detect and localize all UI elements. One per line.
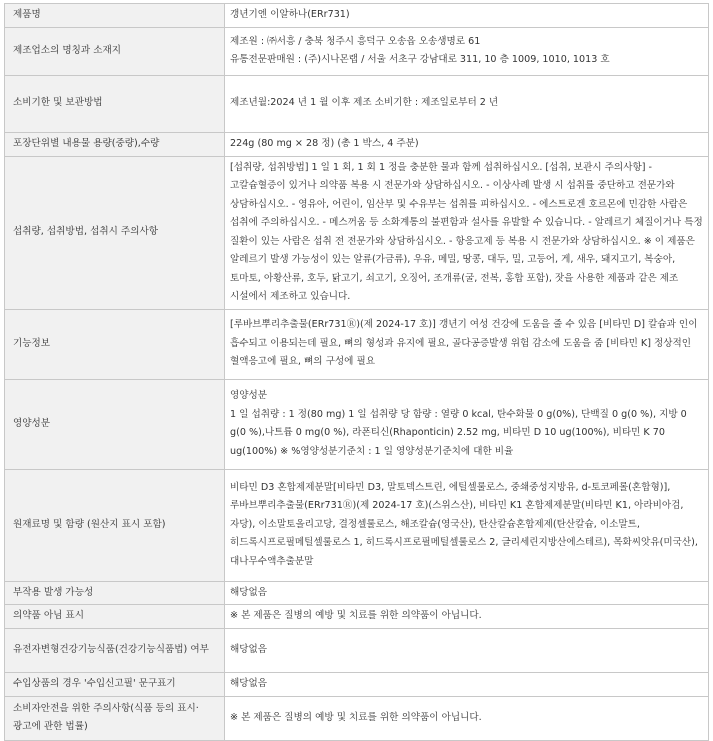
row-label: 소비기한 및 보관방법 bbox=[5, 75, 225, 132]
table-row bbox=[5, 672, 709, 696]
value-line: 제조년월:2024 년 1 월 이후 제조 소비기한 : 제조일로부터 2 년 bbox=[230, 97, 499, 109]
row-value bbox=[225, 469, 709, 581]
row-label: 제품명 bbox=[5, 4, 225, 28]
row-value bbox=[225, 132, 709, 156]
value-text: 1 일 섭취량 : 1 정(80 mg) 1 일 섭취량 당 함량 : 열량 0 kcal, 탄수화물 0 g(0%), 단백질 0 g(0 %), 지방 0 g(0 %),나트륨 0 mg(0 %), 라폰티신(Rhaponticin) 2.52 mg, 비타민 D 10 ug(100%), 비타민 K 70 ug(100%) ※ %영양성분기준치 : 1 일 영양성분기준치에 대한 비율 bbox=[230, 408, 687, 457]
row-label: 유전자변형건강기능식품(건강기능식품법) 여부 bbox=[5, 628, 225, 672]
row-label: 수입상품의 경우 '수입신고필' 문구표기 bbox=[5, 672, 225, 696]
row-value bbox=[225, 605, 709, 629]
row-label: 제조업소의 명칭과 소재지 bbox=[5, 27, 225, 75]
table-row bbox=[5, 309, 709, 379]
table-row bbox=[5, 379, 709, 469]
row-value bbox=[225, 379, 709, 469]
value-text: [섭취량, 섭취방법] 1 일 1 회, 1 회 1 정을 충분한 물과 함께 섭취하십시오. [섭취, 보관시 주의사항] - 고칼슘혈증이 있거나 의약품 복용 시 전문가와 상담하십시오. - 이상사례 발생 시 섭취를 중단하고 전문가와 상담하십시오. - 영유아, 어린이, 임산부 및 수유부는 섭취를 피하십시오. - 에스트로겐 호르몬에 민감한 사람은 섭취에 주의하십시오. - 메스꺼움 등 소화계통의 불편함과 설사를 유발할 수 있습니다. - 알레르기 체질이거나 특정 질환이 있는 사람은 섭취 전 전문가와 상담하십시오. - 항응고제 등 복용 시 전문가와 상담하십시오. ※ 이 제품은 알레르기 발생 가능성이 있는 알류(가금류), 우유, 메밀, 땅콩, 대두, 밀, 고등어, 게, 새우, 돼지고기, 복숭아, 토마토, 아황산류, 호두, 닭고기, 쇠고기, 오징어, 조개류(굴, 전복, 홍합 포함), 잣을 사용한 제품과 같은 제조 시설에서 제조하고 있습니다. bbox=[230, 161, 703, 302]
row-label: 섭취량, 섭취방법, 섭취시 주의사항 bbox=[5, 156, 225, 309]
row-value bbox=[225, 27, 709, 75]
value-line: 해당없음 bbox=[230, 586, 268, 598]
value-text: 비타민 D3 혼합제제분말[비타민 D3, 말토덱스트린, 에틸셀룰로스, 중쇄중성지방유, d-토코페롤(혼합형)], 루바브뿌리추출물(ERr731Ⓡ)(제 2024-17 호)(스위스산), 비타민 K1 혼합제제분말(비타민 K1, 아라비아검, 자당), 이소말토올리고당, 결정셀룰로스, 해조칼슘(영국산), 탄산칼슘혼합제제(탄산칼슘, 이소말트, 히드록시프로필메틸셀룰로스 1, 히드록시프로필메틸셀룰로스 2, 글리세린지방산에스테르), 목화씨앗유(미국산), 대나무수액추출분말 bbox=[230, 481, 698, 567]
value-line: 제조원 : ㈜서흥 / 충북 청주시 흥덕구 오송읍 오송생명로 61 bbox=[230, 35, 481, 47]
row-value bbox=[225, 75, 709, 132]
table-row bbox=[5, 696, 709, 740]
value-line: 해당없음 bbox=[230, 677, 268, 689]
table-row bbox=[5, 156, 709, 309]
row-label: 기능정보 bbox=[5, 309, 225, 379]
table-row bbox=[5, 132, 709, 156]
value-line: 해당없음 bbox=[230, 643, 268, 655]
value-line: 유통전문판매원 : (주)시나몬랩 / 서울 서초구 강남대로 311, 10 층 1009, 1010, 1013 호 bbox=[230, 54, 610, 65]
row-value bbox=[225, 581, 709, 605]
row-value bbox=[225, 156, 709, 309]
row-label: 원재료명 및 함량 (원산지 표시 포함) bbox=[5, 469, 225, 581]
table-row bbox=[5, 605, 709, 629]
product-info-table bbox=[4, 3, 709, 741]
table-row bbox=[5, 581, 709, 605]
row-value bbox=[225, 696, 709, 740]
table-row bbox=[5, 27, 709, 75]
table-row bbox=[5, 75, 709, 132]
table-row bbox=[5, 4, 709, 28]
row-label: 부작용 발생 가능성 bbox=[5, 581, 225, 605]
row-value bbox=[225, 309, 709, 379]
value-text: [루바브뿌리추출물(ERr731Ⓡ)(제 2024-17 호)] 갱년기 여성 건강에 도움을 줄 수 있음 [비타민 D] 칼슘과 인이 흡수되고 이용되는데 필요, 뼈의 형성과 유지에 필요, 골다공증발생 위험 감소에 도움을 줌 [비타민 K] 정상적인 혈액응고에 필요, 뼈의 구성에 필요 bbox=[230, 319, 698, 368]
value-line: ※ 본 제품은 질병의 예방 및 치료를 위한 의약품이 아닙니다. bbox=[230, 610, 482, 621]
row-value bbox=[225, 4, 709, 28]
table-row bbox=[5, 628, 709, 672]
row-label: 소비자안전을 위한 주의사항(식품 등의 표시·광고에 관한 법률) bbox=[5, 696, 225, 740]
value-title: 영양성분 bbox=[230, 390, 268, 401]
row-value bbox=[225, 672, 709, 696]
value-line: 갱년기엔 이알하나(ERr731) bbox=[230, 9, 350, 20]
table-row bbox=[5, 469, 709, 581]
row-label: 의약품 아님 표시 bbox=[5, 605, 225, 629]
value-line: ※ 본 제품은 질병의 예방 및 치료를 위한 의약품이 아닙니다. bbox=[230, 711, 482, 723]
row-value bbox=[225, 628, 709, 672]
row-label: 포장단위별 내용물 용량(중량),수량 bbox=[5, 132, 225, 156]
row-label: 영양성분 bbox=[5, 379, 225, 469]
value-line: 224g (80 mg × 28 정) (총 1 박스, 4 주분) bbox=[230, 137, 419, 149]
